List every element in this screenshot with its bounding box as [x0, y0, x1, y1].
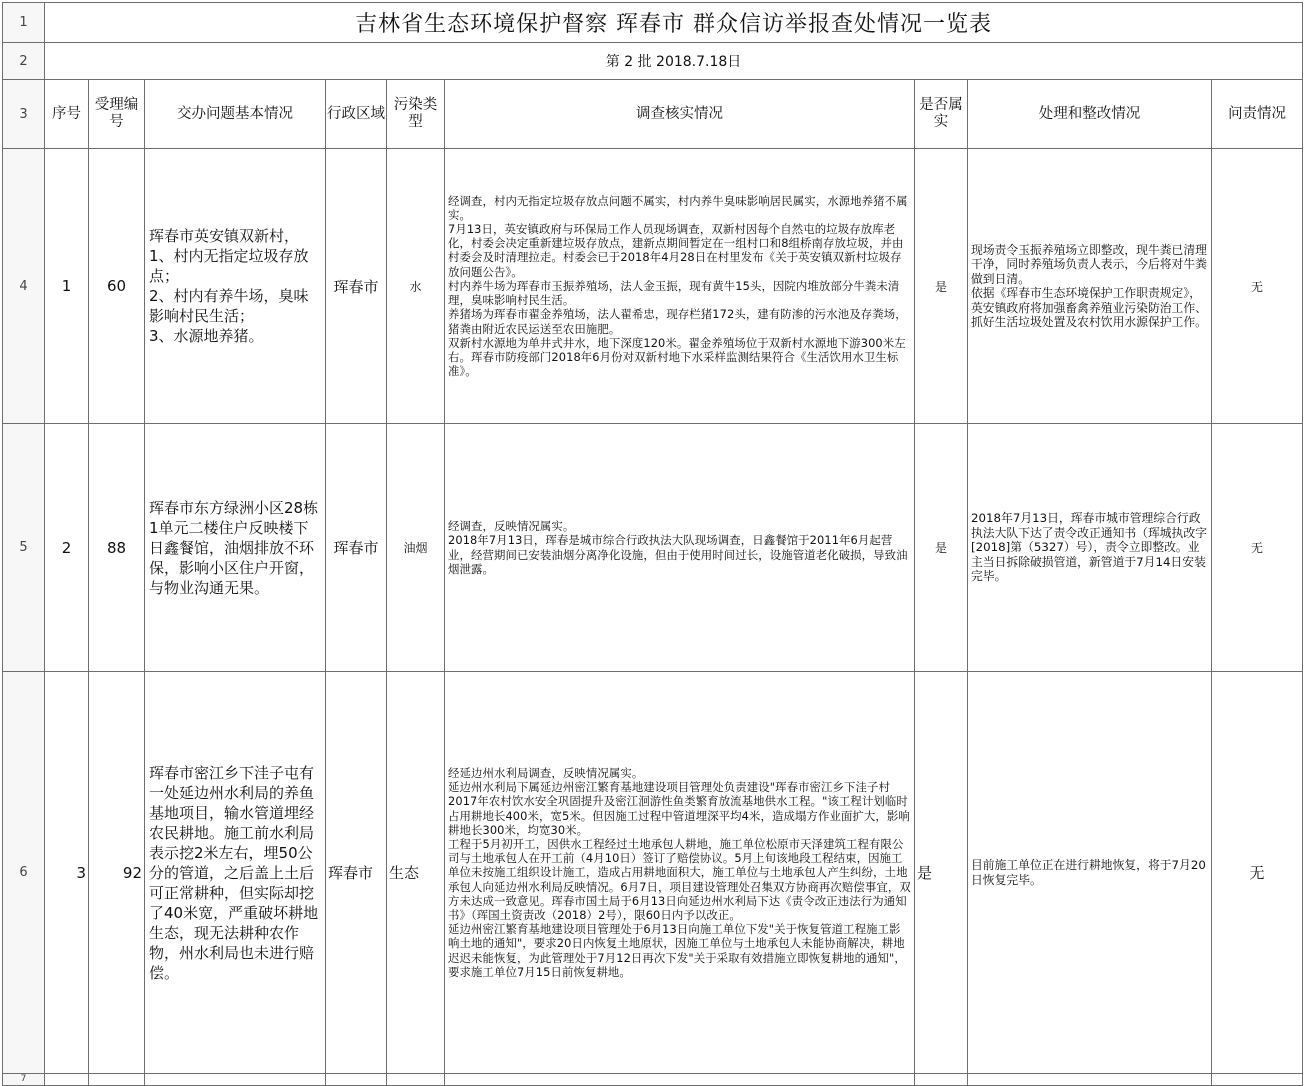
cell-verified[interactable]: 是 — [915, 672, 968, 1074]
cell-verified[interactable]: 是 — [915, 149, 968, 424]
cell-issue[interactable]: 珲春市东方绿洲小区28栋1单元二楼住户反映楼下日鑫餐馆，油烟排放不环保，影响小区住户开窗，与物业沟通无果。 — [145, 424, 326, 672]
report-title[interactable]: 吉林省生态环境保护督察 珲春市 群众信访举报查处情况一览表 — [45, 3, 1303, 43]
cell-handling[interactable]: 2018年7月13日，珲春市城市管理综合行政执法大队下达了责令改正通知书（珲城执改字[2018]第（5327）号），责令立即整改。业主当日拆除破损管道，新管道于7月14日安装完毕。 — [968, 424, 1212, 672]
table-row — [3, 424, 1303, 672]
cell-seq[interactable]: 2 — [45, 424, 89, 672]
batch-date[interactable]: 第 2 批 2018.7.18日 — [45, 43, 1303, 80]
header-verified[interactable]: 是否属实 — [915, 80, 968, 149]
cell-seq[interactable]: 3 — [45, 672, 89, 1074]
cell-investigation[interactable]: 经调查，反映情况属实。 2018年7月13日，珲春是城市综合行政执法大队现场调查，日鑫餐馆于2011年6月起营业，经营期间已安装油烟分离净化设施，但由于使用时间过长，设施管道老化破损，导致油烟泄露。 — [445, 424, 915, 672]
header-handling[interactable]: 处理和整改情况 — [968, 80, 1212, 149]
cell-receipt-no[interactable]: 92 — [89, 672, 145, 1074]
cell-issue[interactable]: 珲春市英安镇双新村，1、村内无指定垃圾存放点； 2、村内有养牛场，臭味影响村民生活； 3、水源地养猪。 — [145, 149, 326, 424]
cell-receipt-no[interactable]: 88 — [89, 424, 145, 672]
table-row — [3, 672, 1303, 1074]
header-pollution-type[interactable]: 污染类型 — [387, 80, 445, 149]
row-number[interactable]: 1 — [3, 3, 45, 43]
header-seq[interactable]: 序号 — [45, 80, 89, 149]
cell-seq[interactable]: 1 — [45, 149, 89, 424]
cell-handling[interactable]: 目前施工单位正在进行耕地恢复，将于7月20日恢复完毕。 — [968, 672, 1212, 1074]
cell-issue[interactable]: 珲春市密江乡下洼子屯有一处延边州水利局的养鱼基地项目，输水管道埋经农民耕地。施工前水利局表示挖2米左右，埋50公分的管道，之后盖上土后可正常耕种，但实际却挖了40米宽，严重破坏耕地生态，现无法耕种农作物，州水利局也未进行赔偿。 — [145, 672, 326, 1074]
row-number[interactable]: 6 — [3, 672, 45, 1074]
row-number[interactable]: 2 — [3, 43, 45, 80]
cell-accountability[interactable]: 无 — [1212, 424, 1303, 672]
header-receipt-no[interactable]: 受理编号 — [89, 80, 145, 149]
header-region[interactable]: 行政区域 — [326, 80, 387, 149]
row-number[interactable]: 5 — [3, 424, 45, 672]
row-number[interactable]: 4 — [3, 149, 45, 424]
cell-verified[interactable]: 是 — [915, 424, 968, 672]
cell-region[interactable]: 珲春市 — [326, 672, 387, 1074]
cell-region[interactable]: 珲春市 — [326, 424, 387, 672]
header-row — [3, 80, 1303, 149]
cell-pollution-type[interactable]: 油烟 — [387, 424, 445, 672]
cell-pollution-type[interactable]: 生态 — [387, 672, 445, 1074]
row-number[interactable]: 7 — [3, 1074, 45, 1086]
row-number[interactable]: 3 — [3, 80, 45, 149]
cell-region[interactable]: 珲春市 — [326, 149, 387, 424]
header-accountability[interactable]: 问责情况 — [1212, 80, 1303, 149]
header-issue[interactable]: 交办问题基本情况 — [145, 80, 326, 149]
subtitle-row — [3, 43, 1303, 80]
cell-handling[interactable]: 现场责令玉振养殖场立即整改，现牛粪已清理干净，同时养殖场负责人表示，今后将对牛粪做到日清。 依据《珲春市生态环境保护工作职责规定》，英安镇政府将加强畜禽养殖业污染防治工作、抓好生活垃圾处置及农村饮用水源保护工作。 — [968, 149, 1212, 424]
header-investigation[interactable]: 调查核实情况 — [445, 80, 915, 149]
cell-pollution-type[interactable]: 水 — [387, 149, 445, 424]
cell-receipt-no[interactable]: 60 — [89, 149, 145, 424]
cell-investigation[interactable]: 经延边州水利局调查，反映情况属实。 延边州水利局下属延边州密江繁育基地建设项目管理处负责建设"珲春市密江乡下洼子村2017年农村饮水安全巩固提升及密江洄游性鱼类繁育放流基地供水工程。"该工程计划临时占用耕地长400米，宽5米。但因施工过程中管道埋深平均4米，造成塌方作业面扩大，影响耕地长300米，均宽30米。 工程于5月初开工，因供水工程经过土地承包人耕地，施工单位松原市天泽建筑工程有限公司与土地承包人在开工前（4月10日）签订了赔偿协议。5月上旬该地段工程结束，因施工单位未按施工组织设计施工，造成占用耕地面积大，施工单位与土地承包人产生纠纷，土地承包人向延边州水利局反映情况。6月7日，项目建设管理处召集双方协商再次赔偿事宜，双方未达成一致意见。珲春市国土局于6月13日向延边州水利局下达《责令改正违法行为通知书》（珲国土资责改（2018）2号），限60日内予以改正。 延边州密江繁育基地建设项目管理处于6月13日向施工单位下发"关于恢复管道工程施工影响土地的通知"，要求20日内恢复土地原状，因施工单位与土地承包人未能协商解决，耕地迟迟未能恢复，为此管理处于7月12日再次下发"关于采取有效措施立即恢复耕地的通知"，要求施工单位7月15日前恢复耕地。 — [445, 672, 915, 1074]
title-row — [3, 3, 1303, 43]
report-table — [2, 2, 1303, 1086]
cell-accountability[interactable]: 无 — [1212, 672, 1303, 1074]
table-row — [3, 149, 1303, 424]
cell-accountability[interactable]: 无 — [1212, 149, 1303, 424]
cell-investigation[interactable]: 经调查，村内无指定垃圾存放点问题不属实，村内养牛臭味影响居民属实，水源地养猪不属实。 7月13日，英安镇政府与环保局工作人员现场调查，双新村因每个自然屯的垃圾存放库老化，村委会决定重新建垃圾存放点，建新点期间暂定在一组村口和8组桥南存放垃圾，并由村委会及时清理拉走。村委会已于2018年4月28日在村里发布《关于英安镇双新村垃圾存放问题公告》。 村内养牛场为珲春市玉振养殖场，法人金玉振，现有黄牛15头，因院内堆放部分牛粪未清理，臭味影响村民生活。 养猪场为珲春市翟金养殖场，法人翟希忠，现存栏猪172头，建有防渗的污水池及存粪场，猪粪由附近农民运送至农田施肥。 双新村水源地为单井式井水，地下深度120米。翟金养殖场位于双新村水源地下游300米左右。珲春市防疫部门2018年6月份对双新村地下水采样监测结果符合《生活饮用水卫生标准》。 — [445, 149, 915, 424]
